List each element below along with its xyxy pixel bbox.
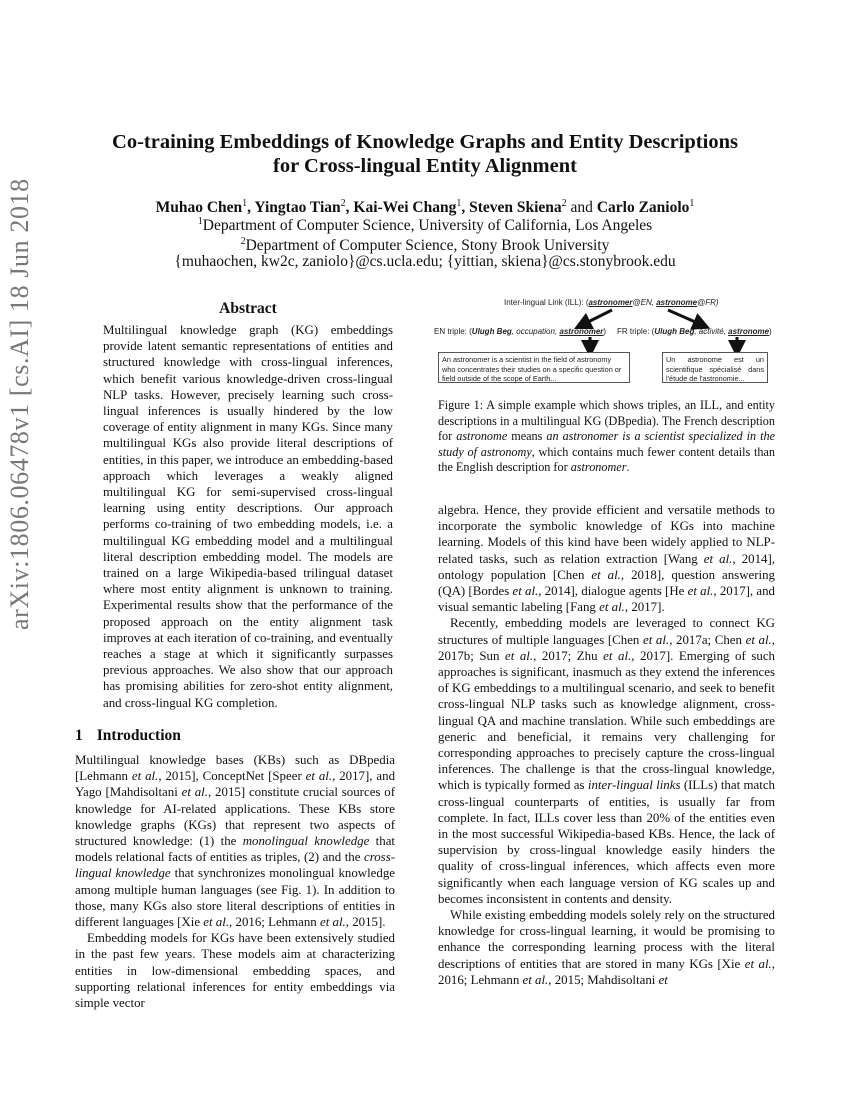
title-line-1: Co-training Embeddings of Knowledge Graphs and Entity Descriptions bbox=[112, 131, 738, 153]
author: Carlo Zaniolo$^1$ bbox=[596, 198, 695, 217]
affiliation-1: $^1$Department of Computer Science, University of California, Los Angeles bbox=[197, 216, 653, 235]
fr-triple: FR triple: (Ulugh Beg, activité, astronome) bbox=[617, 327, 772, 336]
arrow-ill-fr bbox=[668, 310, 702, 325]
author-list: Muhao Chen$^1$, Yingtao Tian$^2$, Kai-Wei Chang$^1$, Steven Skiena$^2$ and Carlo Zaniolo$^1$ bbox=[155, 198, 695, 217]
abstract-text: Multilingual knowledge graph (KG) embeddings provide latent semantic representations of entities and structured knowledge with cross-lingual inferences, which benefit various knowledge-driven cross-lingual NLP tasks. However, precisely learning such cross-lingual inferences is usually hindered by the low coverage of entity alignment in many KGs. Since many multilingual KGs also provide literal descriptions of entities, in this paper, we introduce an embedding-based approach which leverages a weakly aligned multilingual KG for semi-supervised cross-lingual learning using entity descriptions. Our approach performs co-training of two embedding models, i.e. a multilingual KG embedding model and a multilingual literal description embedding model. The models are trained on a large Wikipedia-based trilingual dataset where most entity alignment is unknown to training. Experimental results show that the performance of the proposed approach on the entity alignment task improves at each iteration of co-training, and eventually reaches a stage at which it significantly surpasses previous approaches. We also show that our approach has promising abilities for zero-shot entity alignment, and cross-lingual KG completion. bbox=[103, 323, 393, 710]
right-paragraph-3: While existing embedding models solely rely on the structured knowledge for cross-lingual learning, it would be promising to enhance the corresponding learning process with the literal descriptions of entities that are stored in many KGs [Xie et al., 2016; Lehmann et al., 2015; Mahdisoltani et bbox=[438, 908, 775, 987]
figure-1 bbox=[434, 298, 775, 388]
intro-paragraph-2: Embedding models for KGs have been extensively studied in the past few years. These models aim at characterizing entities in low-dimensional embedding spaces, and supporting relational inferences for entity embeddings via simple vector bbox=[75, 931, 395, 1011]
en-triple: EN triple: (Ulugh Beg, occupation, astronomer) bbox=[434, 327, 607, 336]
arxiv-side-label: arXiv:1806.06478v1 [cs.AI] 18 Jun 2018 bbox=[5, 178, 34, 630]
title-line-2: for Cross-lingual Entity Alignment bbox=[273, 155, 577, 177]
intro-paragraph-1: Multilingual knowledge bases (KBs) such as DBpedia [Lehmann et al., 2015], ConceptNet [Speer et al., 2017], and Yago [Mahdisoltani et al., 2015] constitute crucial sources of knowledge for AI-related applications. These KBs store knowledge graphs (KGs) that represent two aspects of structured knowledge: (1) the monolingual knowledge that models relational facts of entities as triples, (2) and the cross-lingual knowledge that synchronizes monolingual knowledge among multiple human languages (see Fig. 1). In addition to those, many KGs also store literal descriptions of entities in different languages [Xie et al., 2016; Lehmann et al., 2015]. bbox=[75, 753, 396, 930]
ill-line: Inter-lingual Link (ILL): (astronomer@EN, astronome@FR) bbox=[504, 298, 719, 307]
right-column-body bbox=[438, 502, 775, 988]
fr-description-box: Un astronome est un scientifique spécialisé dans l'étude de l'astronomie... bbox=[662, 352, 768, 383]
author: Kai-Wei Chang$^1$ bbox=[353, 198, 462, 217]
author: Muhao Chen$^1$ bbox=[155, 198, 248, 217]
abstract-heading: Abstract bbox=[219, 300, 277, 317]
author: Yingtao Tian$^2$ bbox=[254, 198, 346, 217]
email-line: {muhaochen, kw2c, zaniolo}@cs.ucla.edu; {yittian, skiena}@cs.stonybrook.edu bbox=[174, 253, 676, 270]
paper-title bbox=[75, 130, 775, 178]
arrow-ill-en bbox=[582, 310, 612, 325]
left-column-body bbox=[75, 752, 395, 1011]
figure-caption: Figure 1: A simple example which shows triples, an ILL, and entity descriptions in a multilingual KG (DBpedia). The French description for astronome means an astronomer is a scientist specialized in the study of astronomy, which contains much fewer content details than the English description for astronomer. bbox=[438, 398, 775, 474]
right-paragraph-2: Recently, embedding models are leveraged to connect KG structures of multiple languages [Chen et al., 2017a; Chen et al., 2017b; Sun et al., 2017; Zhu et al., 2017]. Emerging of such approaches is significant, inasmuch as they extend the inferences of KG embeddings to a multilingual scenario, and seek to benefit cross-lingual NLP tasks such as knowledge alignment, cross-lingual QA and machine translation. While such embeddings are generic and beneficial, it remains very challenging for corresponding approaches to precisely capture the cross-lingual inferences. The challenge is that the cross-lingual knowledge, which is typically formed as inter-lingual links (ILLs) that match cross-lingual counterparts of entities, is usually far from complete. In fact, ILLs cover less than 20% of the entities even in the most successful Wikipedia-based KBs. Hence, the lack of supervision by cross-lingual knowledge easily hinders the quality of cross-lingual inferences, which affects even more significantly when each language version of KG scales up and becomes inconsistent in contents and density. bbox=[438, 616, 776, 906]
right-paragraph-1: algebra. Hence, they provide efficient and versatile methods to incorporate the symbolic knowledge of KGs into machine learning. Models of this kind have been widely applied to NLP-related tasks, such as relation extraction [Wang et al., 2014], ontology population [Chen et al., 2018], question answering (QA) [Bordes et al., 2014], dialogue agents [He et al., 2017], and visual semantic labeling [Fang et al., 2017]. bbox=[438, 503, 776, 615]
section-heading-introduction: 1 Introduction bbox=[75, 727, 181, 744]
author: Steven Skiena$^2$ bbox=[469, 198, 567, 217]
en-description-box: An astronomer is a scientist in the field of astronomy who concentrates their studies on a specific question or field outside of the scope of Earth... bbox=[438, 352, 630, 383]
affiliation-2: $^2$Department of Computer Science, Stony Brook University bbox=[240, 236, 610, 255]
